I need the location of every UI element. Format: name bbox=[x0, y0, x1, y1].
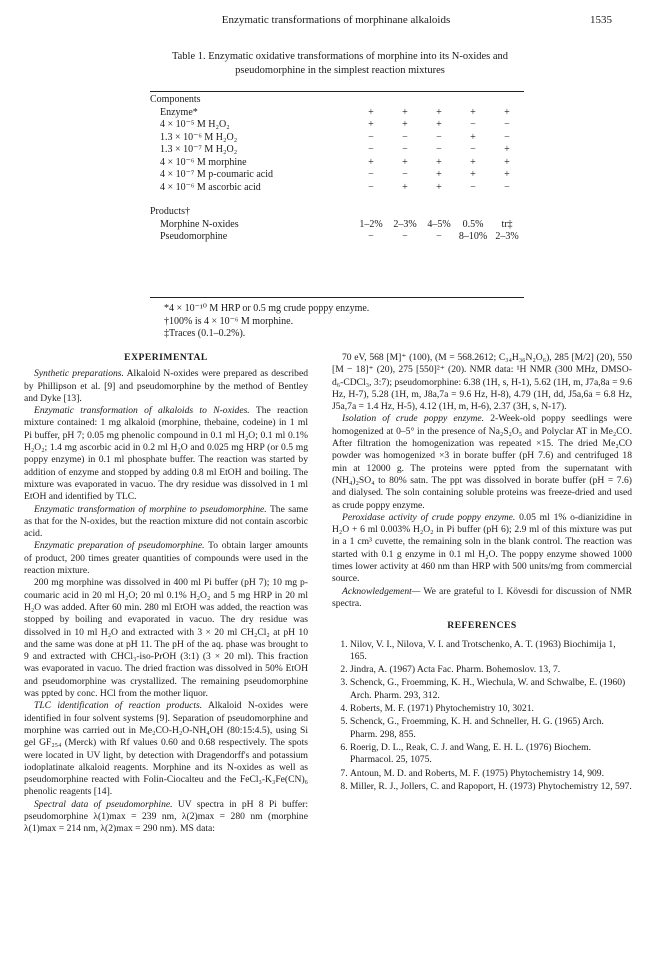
table-cell: − bbox=[470, 119, 476, 130]
table-section-row bbox=[150, 94, 524, 107]
page-number: 1535 bbox=[590, 14, 612, 26]
table-cell: − bbox=[470, 181, 476, 193]
table-row bbox=[150, 107, 524, 120]
table-cell: − bbox=[504, 131, 510, 143]
paragraph-lead: Acknowledgement— bbox=[342, 585, 421, 597]
table-cell: + bbox=[504, 144, 510, 155]
paragraph bbox=[24, 540, 308, 577]
table-cell: 0.5% bbox=[462, 218, 484, 230]
section-heading: EXPERIMENTAL bbox=[124, 352, 208, 363]
references-section bbox=[332, 620, 632, 793]
reference-item: 1. Nilov, V. I., Nilova, V. I. and Trotschenko, A. T. (1963) Biochimija 1, 165. bbox=[350, 639, 632, 664]
table-cell: − bbox=[368, 169, 374, 180]
paragraph bbox=[24, 368, 308, 405]
table-cell: 8–10% bbox=[458, 231, 488, 242]
reference-item: 3. Schenck, G., Froemming, K. H., Wiechula, W. and Schwalbe, E. (1960) Arch. Pharm. 293, 312. bbox=[350, 677, 632, 702]
table-row bbox=[150, 182, 524, 195]
table-section-heading: Products† bbox=[150, 206, 190, 217]
paragraph bbox=[24, 405, 308, 503]
paragraph-lead: Peroxidase activity of crude poppy enzyme. bbox=[342, 511, 516, 523]
table-cell: + bbox=[436, 119, 442, 130]
table-bottom-rule bbox=[150, 297, 524, 298]
table-cell: − bbox=[504, 181, 510, 193]
row-label: Pseudomorphine bbox=[160, 231, 228, 242]
table-cell: + bbox=[470, 131, 476, 143]
table-row bbox=[150, 132, 524, 145]
table-cell: + bbox=[470, 169, 476, 180]
table-cell: + bbox=[402, 156, 408, 168]
table-cell: − bbox=[436, 231, 442, 242]
right-column bbox=[332, 352, 632, 794]
paragraph-lead: Spectral data of pseudomorphine. bbox=[34, 798, 173, 810]
paragraph-text: Alkaloid N-oxides were identified in four solvent systems [9]. Separation of pseudomorphine and morphine was carried out in Me₂CO-H₂O-NH₄OH (80:15:4.5), using Si gel GF₂₅₄ (Merck) with Rf values 0.60 and 0.68 respectively. The spots were located in UV light, by detection with Dragendorff's and potassium iodoplatinate alkaloid reagents. Morphine and its N-oxides as well as pseudomorphine reacted with Folin-Ciocalteu and the FeCl₃-K₃Fe(CN)₆ phenolic reagents [14]. bbox=[24, 700, 308, 798]
reference-list bbox=[332, 639, 632, 794]
reference-item: 5. Schenck, G., Froemming, K. H. and Schneller, H. G. (1965) Arch. Pharm. 298, 855. bbox=[350, 716, 632, 741]
table-cell: − bbox=[368, 131, 374, 143]
reference-item: 6. Roerig, D. L., Reak, C. J. and Wang, E. H. L. (1976) Biochem. Pharmacol. 25, 1075. bbox=[350, 742, 632, 767]
paragraph bbox=[24, 799, 308, 836]
row-label: 4 × 10⁻⁵ M H₂O₂ bbox=[160, 119, 230, 130]
table-cell: 1–2% bbox=[359, 218, 383, 230]
table-cell: − bbox=[504, 119, 510, 130]
table-cell: + bbox=[436, 156, 442, 168]
reference-item: 8. Miller, R. J., Jollers, C. and Rapoport, H. (1973) Phytochemistry 12, 597. bbox=[350, 781, 632, 793]
table-cell: + bbox=[436, 106, 442, 118]
paragraph-text: The same as that for the N-oxides, but the reaction mixture did not contain ascorbic acid. bbox=[24, 503, 308, 540]
table-cell: + bbox=[504, 106, 510, 118]
paragraph bbox=[24, 577, 308, 700]
row-label: Enzyme* bbox=[160, 106, 198, 118]
paragraph-text: 0.05 ml 1% o-dianizidine in H₂O + 6 ml 0.003% H₂O₂ in Pi buffer (pH 6); 2.9 ml of this mixture was put in a 1 cm³ cuvette, the remaining soln in the blank control. The reaction was started with 0.1 g enzyme in 0.1 ml H₂O. The poppy enzyme showed 1000 times lower activity at 460 nm than HRP with 500 units/mg from commercial source. bbox=[332, 511, 632, 585]
paragraph-text: Alkaloid N-oxides were prepared as described by Phillipson et al. [9] and pseudomorphine by the method of Bentley and Dyke [13]. bbox=[24, 368, 308, 404]
row-label: 4 × 10⁻⁶ M morphine bbox=[160, 156, 247, 168]
table-cell: + bbox=[504, 156, 510, 168]
footnote: †100% is 4 × 10⁻⁶ M morphine. bbox=[164, 315, 294, 327]
paragraph-text: The reaction mixture contained: 1 mg alkaloid (morphine, thebaine, codeine) in 1 ml Pi buffer, pH 7; 0.05 mg phenolic compound in 0.1 ml H₂O; 0.1 ml 0.1% H₂O₂; 1.4 mg ascorbic acid in 0.2 ml H₂O and 0.025 mg HRP (or 0.5 mg poppy enzyme) in 0.1 ml phosphate buffer. The reaction was started by addition of enzyme and stopped by adding 0.8 ml EtOH and boiling. The mixture was evaporated in vacuo. The dry residue was dissolved in 1 ml EtOH and identified by TLC. bbox=[24, 405, 308, 503]
table-row bbox=[150, 119, 524, 132]
table-spacer bbox=[150, 194, 524, 206]
paragraph-lead: Enzymatic transformation of morphine to pseudomorphine. bbox=[34, 503, 267, 515]
table-row bbox=[150, 169, 524, 182]
paragraph-lead: Synthetic preparations. bbox=[34, 368, 124, 380]
table-cell: − bbox=[402, 169, 408, 180]
paragraph-lead: Enzymatic transformation of alkaloids to N-oxides. bbox=[34, 405, 250, 417]
table-cell: tr‡ bbox=[501, 218, 513, 230]
footnote: *4 × 10⁻¹⁰ M HRP or 0.5 mg crude poppy enzyme. bbox=[164, 303, 370, 314]
paragraph-lead: TLC identification of reaction products. bbox=[34, 700, 203, 712]
table-top-rule bbox=[150, 91, 524, 92]
row-label: Morphine N-oxides bbox=[160, 218, 239, 230]
table-row bbox=[150, 157, 524, 170]
table-cell: + bbox=[402, 181, 408, 193]
paragraph-text: 200 mg morphine was dissolved in 400 ml Pi buffer (pH 7); 10 mg p-coumaric acid in 20 ml H₂O; 20 ml 0.1% H₂O₂ and 5 mg HRP in 20 ml H₂O was added. After 60 min. 280 ml EtOH was added, the reaction was stopped by boiling and evaporated in vacuo. The dry residue was dissolved in 10 ml H₂O and extracted with 3 × 20 ml CH₂Cl₂ at pH 10 and the same was done at pH 11. The pH of the aq. phase was brought to 9 and extracted with CHCl₃-iso-PrOH (3:1) (3 × 20 ml). This fraction was evaporated in vacuo. The dried fraction was dissolved in 50% EtOH and pseudomorphine was crystallized. The remaining pseudomorphine was ppted by conc. HCl from the mother liquor. bbox=[24, 577, 308, 700]
paragraph-text: We are grateful to I. Kövesdi for discussion of NMR spectra. bbox=[332, 585, 632, 609]
paragraph-text: To obtain larger amounts of product, 200 times greater quantities of compounds were used in the reaction mixture. bbox=[24, 540, 308, 577]
table-cell: − bbox=[470, 144, 476, 155]
table-cell: − bbox=[402, 131, 408, 143]
references-heading: REFERENCES bbox=[447, 620, 517, 632]
table-cell: + bbox=[368, 119, 374, 130]
table-cell: + bbox=[402, 106, 408, 118]
running-title: Enzymatic transformations of morphinane alkaloids bbox=[221, 14, 451, 26]
reference-item: 7. Antoun, M. D. and Roberts, M. F. (1975) Phytochemistry 14, 909. bbox=[350, 768, 632, 780]
table-cell: + bbox=[504, 169, 510, 180]
row-label: 1.3 × 10⁻⁷ M H₂O₂ bbox=[160, 144, 238, 155]
table-footnotes bbox=[164, 303, 369, 341]
table-cell: + bbox=[368, 156, 374, 168]
left-column bbox=[24, 352, 308, 836]
results-table bbox=[150, 94, 524, 244]
table-row bbox=[150, 231, 524, 244]
table-cell: + bbox=[436, 181, 442, 193]
row-label: 4 × 10⁻⁷ M p-coumaric acid bbox=[160, 169, 273, 180]
reference-item: 4. Roberts, M. F. (1971) Phytochemistry 10, 3021. bbox=[350, 703, 632, 715]
table-section-row bbox=[150, 206, 524, 219]
table-cell: − bbox=[436, 131, 442, 143]
paragraph bbox=[332, 352, 632, 413]
paragraph bbox=[332, 586, 632, 611]
paragraph-text: 70 eV, 568 [M]⁺ (100), (M = 568.2612; C₃₄H₃₆N₂O₆), 285 [M/2] (20), 550 [M − 18]⁺ (20), 275 [550]²⁺ (20). NMR data: ¹H NMR (300 MHz, DMSO-d₆-CDCl₃, 3:7); pseudomorphine: 6.38 (1H, s, H-1), 5.62 (1H, m, J7a,8a = 9.6 Hz, H-7), 5.28 (1H, m, J8a,7a = 9.6 Hz, H-8), 4.79 (1H, dd, J5a,6a = 6.8 Hz, J5a,7a = 1.4 Hz, H-5), 4.12 (1H, m, H-6), 2.37 (3H, s, N-17). bbox=[332, 352, 632, 413]
table-cell: + bbox=[470, 156, 476, 168]
table-cell: 2–3% bbox=[495, 231, 519, 242]
table-cell: − bbox=[368, 231, 374, 242]
paragraph-lead: Enzymatic preparation of pseudomorphine. bbox=[34, 540, 205, 552]
table-cell: 2–3% bbox=[393, 218, 417, 230]
paragraph-text: 2-Week-old poppy seedlings were homogenized at 0–5° in the presence of Na₂S₂O₅ and Polyclar AT in Me₂CO. After filtration the homogenization was repeated ×15. The dried Me₂CO powder was homogenized ×3 in borate buffer (pH 7.6) and centrifuged 18 min at 12000 g. The proteins were ppted from the supernatant with (NH₄)₂SO₄ to 80% satn. The ppt was dissolved in borate buffer (pH = 7.6) and dialysed. The soln containing soluble proteins was freeze-dried and used as crude poppy enzyme. bbox=[332, 413, 632, 511]
table-cell: − bbox=[368, 144, 374, 155]
table-cell: 4–5% bbox=[427, 218, 451, 230]
table-cell: − bbox=[436, 144, 442, 155]
table-row bbox=[150, 219, 524, 232]
paragraph bbox=[24, 504, 308, 541]
table-cell: + bbox=[402, 119, 408, 130]
table-cell: + bbox=[368, 106, 374, 118]
row-label: 4 × 10⁻⁶ M ascorbic acid bbox=[160, 181, 261, 193]
table-row bbox=[150, 144, 524, 157]
paragraph bbox=[332, 512, 632, 586]
table-cell: + bbox=[436, 169, 442, 180]
table-cell: − bbox=[402, 144, 408, 155]
paragraph bbox=[332, 413, 632, 511]
reference-item: 2. Jindra, A. (1967) Acta Fac. Pharm. Bohemoslov. 13, 7. bbox=[350, 664, 632, 676]
paragraph-text: UV spectra in pH 8 Pi buffer: pseudomorphine λ(1)max = 239 nm, λ(2)max = 280 nm (morphine λ(1)max = 214 nm, λ(2)max = 290 nm). MS data: bbox=[24, 798, 308, 835]
table-cell: − bbox=[368, 181, 374, 193]
paragraph-lead: Isolation of crude poppy enzyme. bbox=[342, 413, 485, 425]
table-section-heading: Components bbox=[150, 94, 201, 105]
row-label: 1.3 × 10⁻⁶ M H₂O₂ bbox=[160, 131, 238, 143]
table-cell: − bbox=[402, 231, 408, 242]
paragraph bbox=[24, 700, 308, 798]
table-cell: + bbox=[470, 106, 476, 118]
table-caption: Table 1. Enzymatic oxidative transformations of morphine into its N-oxides and pseudomorphine in the simplest reaction mixtures bbox=[171, 51, 509, 76]
footnote: ‡Traces (0.1–0.2%). bbox=[164, 328, 246, 339]
